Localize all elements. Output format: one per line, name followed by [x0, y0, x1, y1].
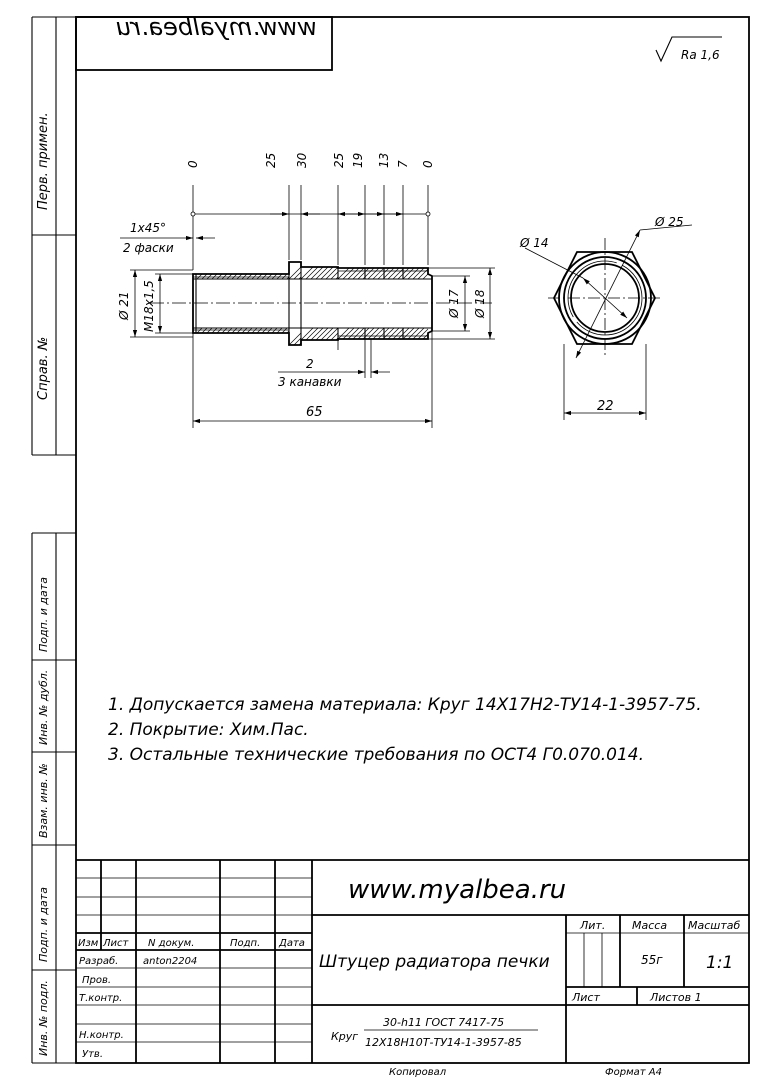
part-end-view: [525, 225, 692, 420]
sheets-label: Листов 1: [650, 991, 702, 1004]
row-n-kontr: Н.контр.: [79, 1030, 124, 1041]
hdr-izm: Изм: [78, 938, 99, 949]
dim-d14: Ø 14: [520, 236, 549, 250]
stamp-inv-podl: Инв. № подл.: [37, 980, 50, 1056]
dim-top-25a: 25: [264, 152, 278, 168]
stamp-podp-data-2: Подп. и дата: [37, 887, 50, 962]
stamp-inv-dubl: Инв. № дубл.: [37, 669, 50, 745]
dim-top-0-left: 0: [186, 160, 200, 168]
row-t-kontr: Т.контр.: [79, 993, 123, 1004]
material-bottom: 12Х18Н10Т-ТУ14-1-3957-85: [365, 1036, 522, 1049]
material-top: 30-h11 ГОСТ 7417-75: [383, 1016, 505, 1029]
part-name: Штуцер радиатора печки: [319, 952, 550, 972]
material-prefix: Круг: [331, 1030, 359, 1043]
dim-thread: М18х1,5: [142, 280, 156, 332]
title-site-text: www.myalbea.ru: [348, 875, 567, 905]
dim-top-25b: 25: [332, 152, 346, 168]
dim-top-13: 13: [377, 152, 391, 168]
massa-label: Масса: [632, 919, 668, 932]
masshtab-label: Масштаб: [688, 919, 741, 932]
chamfer-note: 2 фаски: [123, 241, 174, 255]
hdr-data: Дата: [279, 938, 305, 949]
roughness-text: Ra 1,6: [681, 48, 720, 62]
mass-value: 55г: [641, 953, 663, 967]
dim-d17: Ø 17: [447, 289, 461, 318]
groove-width: 2: [306, 357, 314, 371]
dim-length: 65: [306, 405, 323, 420]
lit-label: Лит.: [580, 919, 606, 932]
stamp-podp-data-1: Подп. и дата: [37, 577, 50, 652]
top-site-text: www.myalbea.ru: [115, 13, 317, 41]
stamp-perv-primen: Перв. примен.: [36, 112, 51, 210]
note-2: 2. Покрытие: Хим.Пас.: [108, 720, 309, 740]
dim-top-30: 30: [295, 152, 309, 168]
dim-top-7: 7: [396, 160, 410, 168]
note-1: 1. Допускается замена материала: Круг 14Х17Н2-ТУ14-1-3957-75.: [108, 695, 702, 715]
stamp-vzam-inv: Взам. инв. №: [37, 763, 50, 838]
dim-d21: Ø 21: [117, 291, 131, 320]
developer-name: anton2204: [143, 956, 198, 967]
dim-top-19: 19: [351, 152, 365, 168]
copied-label: Копировал: [389, 1067, 447, 1078]
sheet-frame: [76, 17, 749, 1063]
dim-d25: Ø 25: [655, 215, 684, 229]
left-diameter-dims: [130, 270, 193, 337]
sheet-label: Лист: [572, 991, 600, 1004]
row-utv: Утв.: [82, 1049, 103, 1060]
row-prov: Пров.: [82, 975, 112, 986]
dim-d18: Ø 18: [473, 289, 487, 318]
stamp-sprav-no: Справ. №: [36, 336, 51, 400]
note-3: 3. Остальные технические требования по ОСТ4 Г0.070.014.: [108, 745, 645, 765]
chamfer-size: 1х45°: [130, 221, 167, 235]
format-label: Формат А4: [605, 1067, 662, 1078]
hdr-n-dokum: N докум.: [148, 938, 195, 949]
dim-hex: 22: [597, 399, 614, 414]
hdr-podp: Подп.: [230, 938, 261, 949]
part-side-view: [150, 262, 492, 345]
scale-value: 1:1: [706, 953, 734, 973]
groove-note: 3 канавки: [278, 375, 342, 389]
row-razrab: Разраб.: [79, 956, 119, 967]
hdr-list: Лист: [103, 938, 129, 949]
dim-top-0-right: 0: [421, 160, 435, 168]
top-dimension-group: [191, 185, 430, 270]
